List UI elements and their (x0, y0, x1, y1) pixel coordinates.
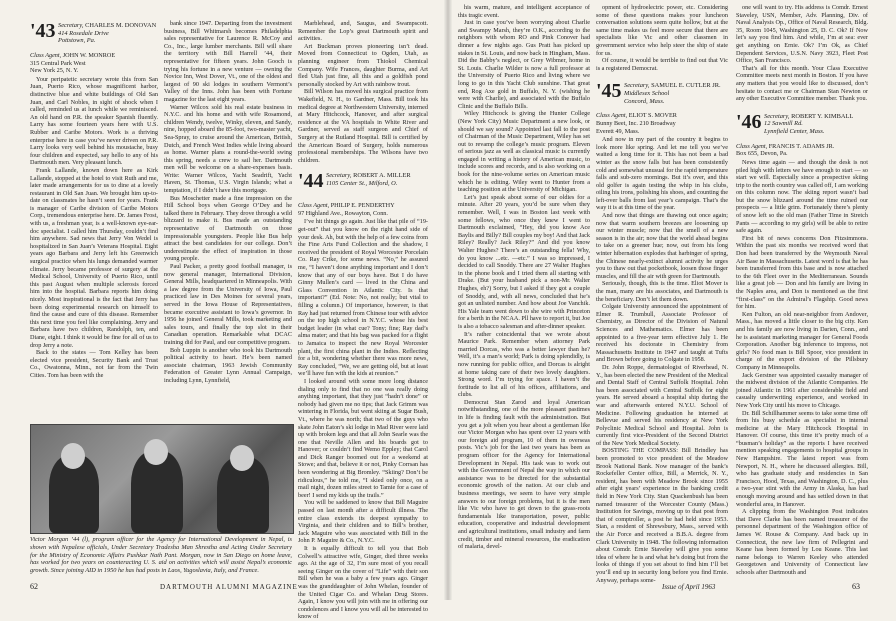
photo-face (61, 443, 85, 469)
secretary-info: Secretary, ROBERT A. MILLER 1105 Center St., Milford, O. (326, 172, 411, 187)
paragraph: Wiley Hitchcock is giving the Hunter College (New York City) Music Department a new look, or should we say sound? Appointed last fall to the post of Chairman of the Music Department, Wiley has set out to revamp the college’s music program. Eleven of serious jazz as well as classical music is currently engaged in writing a history of American music, to include scores and records, and is also working on a book for the nine-volume series on American music which he is editing. Wiley went to Hunter from a teaching position at the University of Michigan. (458, 110, 590, 194)
secretary-info: Secretary, SAMUEL E. CUTLER JR. Middlesex School Concord, Mass. (624, 82, 721, 105)
paragraph: Jack Gerstner was appointed casualty manager of the midwest division of the Atlantic Companies. He joined Atlantic in 1961 after considerable field and casualty underwriting experience, and worked in New York City until his move to Chicago. (736, 371, 868, 409)
class-header-43 (30, 20, 158, 50)
right-column-3 (736, 4, 868, 574)
paragraph: Your peripatetic secretary wrote this from San Juan, Puerto Rico, whose magnificent harbor, distinctive blue and white buildings of Old San Juan, and Carl Nobles, in sight of shock when I called, reminded us at lunch while we reminisced. An old hand on P.R. the speaker Spanish fluently. Larry has some fourteen years here with U.S. Rubber and Caribe Motors. Work is a thriving enterprise here in case you’ve never driven on P.R. Larry looks very well behind his moustache, busy four children and expected, say hello to any of his Dartmouth men. Very pleasant lunch. (30, 75, 158, 167)
paragraph: opment of hydroelectric power, etc. Considering some of these questions makes your luncheon conversation solutions seem quite hollow, but at the same time makes us feel more secure that there are specialists like Vic and other classmen in government service who help steer the ship of state for us. (596, 4, 728, 57)
class-header-44 (298, 170, 428, 200)
class-year: '44 (298, 170, 324, 193)
issue-date: Issue of April 1963 (662, 583, 716, 591)
paragraph: Dr. John Roppe, dermatologist of Riverhead, N. Y., has been elected the new President of the Medical and Dental Staff of Central Suffolk Hospital. John has been associated with Central Suffolk for eight years. He served aboard a hospital ship during the war and afterwards entered N.Y.U. School of Medicine. Following graduation he interned at Bellevue and served his residency at New York Polyclinic Medical School and Hospital. John is currently first vice-President of the Second District of the New York Medical Society. (596, 363, 729, 447)
paragraph: I looked around with some more long distance dialing only to find that no one was really doing anything important, that they just “hadn’t done” or nobody had given me no tips; that Jack Grimm was wintering in Florida, but went skiing at Sugar Bush, Vt., where he was north; that two of the guys who skate John Eaton’s ski lodge in Mad River were laid up with broken legs and that all John Searle was the one that Neville Allen and his boards got to Hanover; or couldn’t find Wemo Eppley; that Carol and Dick Ranger boomed out for a weekend at Stowe; and that, believe it or not, Pinky Corrsan has been wondering at Big Bromley. “Skiing? Don’t be ridiculous,” he told me, “I skied only once, on a mail night, dozen miles street to Tamie for a case of beer! I send my kids up the trails.” (298, 377, 428, 499)
class-year: '45 (596, 80, 622, 103)
paragraph: Bill Wilson has moved his surgical practice from Wakefield, N. H., to Gardner, Mass. Bill took his medical degree at Northwestern University, interned at Mary Hitchcock, Hanover, and after surgical residence at the VA hospitals in White River and Gardner, served as staff surgeon and Chief of Surgery at the Rutland Hospital. Bill is certified by the American Board of Surgery, holds numerous professional memberships. The Wilsons have two children. (298, 88, 428, 164)
class-agent-info: Class Agent, ELIOT S. MOVER Bunny Beet, Inc. 210 Broadway Everett 49, Mass. (596, 112, 677, 135)
left-column-2 (164, 20, 292, 420)
paragraph: Bob Luppin is another who took his Dartmouth political activity to heart. He’s been named associate chairman, 1963 Jewish Community Federation of Greater Lynn Annual Campaign, including Lynn, Lynnfield, (164, 346, 292, 384)
secretary-info: Secretary, ROBERT Y. KIMBALL 12 Sawmill Rd. Lynnfield Center, Mass. (764, 112, 854, 135)
left-column-3 (298, 20, 428, 621)
paragraph: Seriously, though, this is the time. Eliot Mover is the man, many are his associates, and Dartmouth is the beneficiary. Don’t let them down. (596, 280, 728, 303)
class-header-45 (596, 80, 728, 110)
photo-victor-morgan (30, 424, 294, 534)
paragraph: I’ve hit things go again. Just like that pile of “19-get-out” that you know on the right hand side of your desk. Ah, but with the help of a few coins from the Fine Arts Fund Collection and the shadow, I received the president of Royal Worcester Porcelain Co. Ray Crike, for some news. “No,” he assured me, “I haven’t done anything important and I don’t know that any of our boys have. But I do have Ginny Mullen’s card — lived in the China and Glass Convention in Atlantic City. Is that important?” (Ed. Note: No, not really; but vital to filling a column.) Of importance, however, is that Ray had just returned from Chinese tour with advice on the top high school in N.Y.C. whose his best budget leader (in what cue? Tony; fine; Ray dad’s alma mater; and that his bag was packed for a flight to Jamaica to inspect the new Royal Worcester plant, the first china plant in the Indies. Reflecting for a bit, wondering whether there was more news, Ray concluded, “We, we are getting old, but at least we’ll have fun with the kids at reunion.” (298, 218, 428, 378)
paragraph: Dr. Bill Schillhammer seems to take some time off from his busy schedule as specialist in internal medicine at the Mary Hitchcock Hospital in Hanover. Of course, this time it’s pretty much of a “busman’s holiday” as the reports I have received mention speaking engagements to hospital groups in New Hampshire. The latest report was from Newport, N. H., where he discussed allergies. Bill, who has graduate study and residencies in San Francisco, Hood, Texas, and Washington, D. C., plus a two-year stint with the Army in Alaska, has had enough moving around and has settled down in that wonderful area, in Hanover. (736, 409, 868, 508)
paragraph: Warner Wilcox sold his real estate business in N.Y.C. and his home and with wife Rosamond, children Wendy, twelve, Winky, eleven, and Sandy, nine, hopped aboard the 85-foot, two-master yacht, Sea-Spray, to cruise around the American, British, Dutch, and French West Indies while living aboard as home. Warner plans a round-the-world swing this spring, needs a crew to sail her. Dartmouth men will be welcome on a share-expenses basis. Write: Warner Wilcox, Yacht Seadrift, Yacht Haven, St. Thomas, U.S. Virgin Islands; what a temptation, if I didn’t have this mortgage. (164, 103, 292, 195)
class-year: '43 (30, 20, 56, 42)
paragraph: Of course, it would be terrible to find out that Vic is a registered Democrat. (596, 57, 728, 72)
class-header-46 (736, 111, 868, 141)
class-agent-info: Class Agent, JOHN W. MONROE 315 Central Park West New York 25, N. Y. (30, 52, 116, 75)
paragraph: one will want to try. His address is Comdr. Ernest Staveley, USN, Member, Adv. Planning, Div. of Naval Analysis Op., Office of Naval Research, Bldg. 35, Room 1045, Washington 25, D. C. Ok? If Now let’s say you find him. And while, I’m at sea: ever get anything on Ernie. Ok? I’m Ok, as Chief Dependent Services, U.S.N. Navy 3923, Fleet Post Office, San Francisco. (736, 4, 868, 65)
paragraph: Ken Fulton, an old near-neighbor from Andover, Mass., has moved a little closer to the big city. Ken and his family are now living in Darien, Conn., and he is assistant marketing manager for General Foods Corporation. Another big inference to impress, not girls? No food man is Bill Spoor, vice president in charge of the export division of the Pillsbury Company in Minneapolis. (736, 310, 868, 371)
paragraph: It is equally difficult to tell you that Bob Colwell’s attractive wife, Ginger, died three weeks ago. At the age of 32, I’m sure most of you recall seeing Ginger on the cover of “Life” with their son Bill when he was a baby a few years ago. Ginger was the granddaughter of John Whelan, founder of the United Cigar Co. and Whelan Drug Stores. Again, I know you will join with me in offering our condolences and I know you will all be interested to know of (298, 545, 428, 621)
paragraph: A clipping from the Washington Post indicates that Dave Clarke has been named treasurer of the personnel department of the Washington office of James W. Rouse & Company. And back up in Connecticut, the new law firm of Pellegrini and Keane has been formed by Lou Keane. This last name belongs to Warren Keeley who attended Georgetown and University of Connecticut law schools after Dartmouth and (736, 508, 868, 576)
paragraph: That’s all for this month. Your Class Executive Committee meets next month in Boston. If you have any matters that you would like to discussed, don’t hesitate to contact me or Chairman Stan Newton or any other Executive Committee member. Thank you. (736, 64, 868, 103)
paragraph: Back to the states — Tom Kelley has been elected vice president, Security Bank and Trust Co., Owatonna, Minn., not far from the Twin Cities. Tom has been with the (30, 349, 158, 379)
paragraph: Just in case you’ve been worrying about Charlie and Swampy Marsh, they’re O.K., according to the neighbors with whom RO and Pink Conover had dinner a few nights ago. Gus Pratt has picked up stakes in St. Louis, and now back in Hingham, Mass. Did the Babby’s neglect, or Grey Wibmer, home in St. Louis. Charlie Wilder is now a full professor at the University of Puerto Rico and living where we long to go in this Yacht Club sunshine. That great end, Rog Axe gold in Buffalo, N. Y. (wishing he were with Charlie), and associated with the Buffalo Clinic and the Buffalo Bills. (458, 19, 590, 110)
paragraph: Paul Packer, a pretty good football manager, is now general manager, International Division, General Mills, headquartered in Minneapolis. With a law degree from the University of Iowa, Paul practiced law in Des Moines for several years, served in the Iowa House of Representatives, became executive assistant to Iowa’s governor. In 1956 he joined General Mills, took marketing and sales tours, and finally the top slot in their Canadian operation. Remarkable what DCAC training did for Paul, and our competitive program. (164, 263, 292, 346)
paragraph: BOSTING THE COMPASS: Bill Brindley has been promoted to vice president of the Meadow Brook National Bank. Now manager of the bank’s Rockefeller Center office, Bill, a Merrick, N. Y., resident, has been with Meadow Brook since 1955 after eight years’ experience in the banking credit field in New York City. Stan Quackenbush has been named treasurer of the Worcester County (Mass.) Institution for Savings, moving up to that post from that of comptroller, a post he had held since 1953. Stan, a resident of Shrewsbury, Mass., served with the Air Force and received a B.B.A. degree from Clark University in 1948. The following information about Comdr. Ernie Staveley will give you some idea of where he is and what he’s doing but from the looks of things if you set about to find him I’ll bet you’ll end up in security long before you find Ernie. Anyway, perhaps some- (596, 447, 728, 584)
photo-face (230, 445, 254, 471)
paragraph: Democrat Stan Zarod and loyal American notwithstanding, one of the more pleasant pastimes in life is finding fault with the administration. But you get a jolt when you hear about a gentleman like our Victor Morgan who has spent over 12 years with our foreign aid program, 10 of them in overseas posts. Vic’s job for the last two years has been as program officer for the Agency for International Development in Nepal. His task was to work out with the Government of Nepal the way in which our assistance was to be directed for the substantial economic growth of the nation. At our club and business meetings, we seem to have very simple answers to our foreign problems, but it is the men like Vic who have to get down to the grass-roots fundamentals like transportation, power, public education, cooperative and industrial development and agricultural institutions, small industry and farm credit, timber and mineral resources, the eradication of malaria, devel- (458, 398, 590, 551)
photo-face (144, 439, 168, 465)
magazine-title: DARTMOUTH ALUMNI MAGAZINE (160, 583, 298, 591)
page-number-left: 62 (30, 582, 38, 591)
paragraph: And now in my part of the country it begins to look more like spring. And let me tell you we’ve waited a long time for it. This has not been a bad winter as the snow falls but has been consistently cold and somewhat unusual for the rapid temperature falls and sub-zero mornings. But it’s over, and this old golfer is again testing the whip in his clubs, oiling his irons, polishing his shoes, and counting the left-over balls from last year’s campaign. That’s the way it is at this time of the year. (596, 136, 728, 212)
paragraph: You will be saddened to know that Bill Maguire passed on last month after a difficult illness. The entire class extends its deepest sympathy to Virginia, and their children and to Bill’s brother, Jack Maguire who was associated with Bill in the John P. Maguire & Co., N.Y.C. (298, 499, 428, 545)
secretary-info: Secretary, CHARLES M. DONOVAN 414 Rosedale Drive Pottstown, Pa. (58, 22, 157, 45)
paragraph: his warm, mature, and intelligent acceptance of this tragic event. (458, 4, 590, 19)
left-column-1 (30, 20, 158, 420)
paragraph: Art Buckman proves pioneering isn’t dead. Moved from Connecticut to Ogden, Utah, as planning engineer from Thiokol Chemical Company. Wife Frances, daughter Burma, and Art fled Utah just fine, all this and a goldfish pond personally stocked by Art with rainbow trout. (298, 42, 428, 88)
right-column-2 (596, 4, 729, 584)
paragraph: News time again — and though the desk is not piled high with letters we have enough to start — so start we will. Especially since a prospective skiing trip to the north country was called off, I am working on this column now. The skiing report wasn’t bad but the snow blizzard around the time ruined our prospects — a little grim. Fortunately there’s plenty of snow left so the old man (Father Time in Stretch Pants — according to my girls) will be able to retire safe again. (736, 158, 868, 235)
right-column-1 (458, 4, 590, 574)
paragraph: Bus Moschetter made a fine impression on the Hill School boys when George O’Dey and he talked there in February. They drove through a wild blizzard to make it. Bus made an outstanding representative of Dartmouth on those impressionable youngsters. People like Bus help attract the best candidates for our college. Don’t underestimate the effect of inspiration in those young people. (164, 194, 292, 263)
photo-caption: Victor Morgan ’44 (l), program officer for the Agency for International Development in Nepal, is shown with Nepalese officials, Under Secretary Tradesha Man Shrestha and Acting Under Secretary for the Ministry of Economic Affairs Pushkar Nath Pant. Morgan, now in San Diego on home leave, has worked for two years on counteracting U. S. aid on activities which will assist Nepal’s economic growth. Since joining AID in 1950 he has had posts in Laos, Yugoslavia, Italy, and France. (30, 536, 292, 575)
paragraph: It’s rather coincidental that we wrote about Maurice Park. Remember when attorney Park married Dorcas, who was a better lawyer than he? Well, it’s a man’s world; Park is doing splendidly, is now running for public office, and Dorcas is alright at home taking care of their two lovely daughters. Strong word. I’m trying for space. I haven’t the fortitude to list all of his offices, affiliations, and clubs. (458, 330, 590, 399)
paragraph: And now that things are thawing out once again; now that warm southern breezes are loosening up our winter muscle; now that the smell of a new season is in the air; now that the world ahead begins to take on a greener hue; now, out from his long winter hibernation explodes that harbinger of spring, the Chinese nearly-extinct alumni activity he urges you to thaw out that pocketbook, loosen those finger muscles, and fill the air with green for Dartmouth. (596, 212, 728, 280)
paragraph: Let’s just speak about some of our oldies for a minute. After 20 years, you’d be sure when they remember. Well, I was in Boston last week with some fellows, who once they knew I went to Dartmouth exclaimed, “Hey, did you know Ace Baylis and Billy? Bill couples my boy! And that Jack Riley? Really? Jack Riley?” And did you know Walter Hughes? There’s an outstanding fella! Why, do you know ...etc. —etc.” I was so impressed, I decided to call Snoddy. There are 27 Walter Hughes in the phone book and I tried them all starting with Drake. (But your husband pick a non-Mr. Walter Hughes, eh?) Sorry, but I asked if they got a couple of Snoddy, and, with all news, concluded that he’s got an unlisted number. And how about Joe Vanchik. His Yale team went down to she wire with Princeton for a berth in the NCAA. Pll have to report it, but Joe is also a tobacco salesman and after-dinner speaker. (458, 193, 590, 330)
paragraph: Frank Lallande, known down here as Kirk Lallande, stopped at the hotel to visit Ruth and me, later made arrangements for us to dine at a lovely restaurant in Old San Juan. We brought him up-to-date on classmates he hasn’t seen for years. Frank is manager of Caribe division of Caribe Motors Corp., tremendous enterprise here. Dr. James Frost, with us, a freshman year, is a well-known eye-ear-doc specialist. I called him Thursday, couldn’t find him anywhere. Sad news that Jerry Von Wedel is hospitalized in San Juan’s Veterans Hospital. Eight years ago Barbara and Jerry left his Greenwich surgical practice when his lungs demanded warmer climate. Jerry became professor of surgery at the Medical School, University of Puerto Rico, until this past August when multiple sclerosis forced him into the hospital. Barbara reports him doing nicely. Most inspirational is the fact that Jerry has been doing experimental research on himself to find the cause and cure of this disease. Remember this next time you feel like complaining. Jerry and Barbara have two children, Randolph, ten, and Diane, eight. I think it would be fine for all of us to drop Jerry a note. (30, 166, 158, 349)
paragraph: First bit of news concerns Don Fitzsimmons. Within the past six months we received word that Don had been transferred by the Weymouth Naval Air Base in Massachusetts. Latest word is that he has been transferred from this base and is now attached to the 6th Fleet over in the Mediterranean. Sounds like a great job — Don and his family are living in the Naples area, and Don is mentioned as the first “first-class” on the Admiral’s Flagship. Good news for him. (736, 234, 868, 311)
class-year: '46 (736, 110, 762, 133)
paragraph: bank since 1947. Departing from the investment business, Bill Whitmarsh becomes Philadelphia sales representative for Laurence R. McCoy and Co., Inc., large lumber merchants. Bill will share the territory with Bill Harrell ’44, their representative for fifteen years. John Gooch is trying his fortune in a new venture — owning the Novice Inn, West Dover, Vt., one of the oldest and largest of 90 ski lodges in southern Vermont’s Valley of the Inns. John has been with Fortune magazine for the last eight years. (164, 20, 292, 103)
class-agent-info: Class Agent, FRANCIS T. ADAMS JR. Box 655, Devon, Pa. (736, 142, 835, 158)
paragraph: Marblehead, and, Saugus, and Swampscott. Remember the Lop’s great Dartmouth spirit and activities. (298, 20, 428, 43)
class-agent-info: Class Agent, PHILIP E. PENDERTHY 97 Highland Ave., Rowayton, Conn. (298, 202, 395, 217)
page-number-right: 63 (852, 582, 860, 591)
paragraph: Colgate University announced the appointment of Elmer R. Trumbull, Associate Professor of Chemistry, as Director of the Division of Natural Sciences and Mathematics. Elmer has been appointed to a five-year term effective July 1. He received his doctorate in Chemistry from Massachusetts Institute in 1947 and taught at Tufts and Brown before going to Colgate in 1958. (596, 303, 728, 364)
right-page (448, 0, 896, 600)
